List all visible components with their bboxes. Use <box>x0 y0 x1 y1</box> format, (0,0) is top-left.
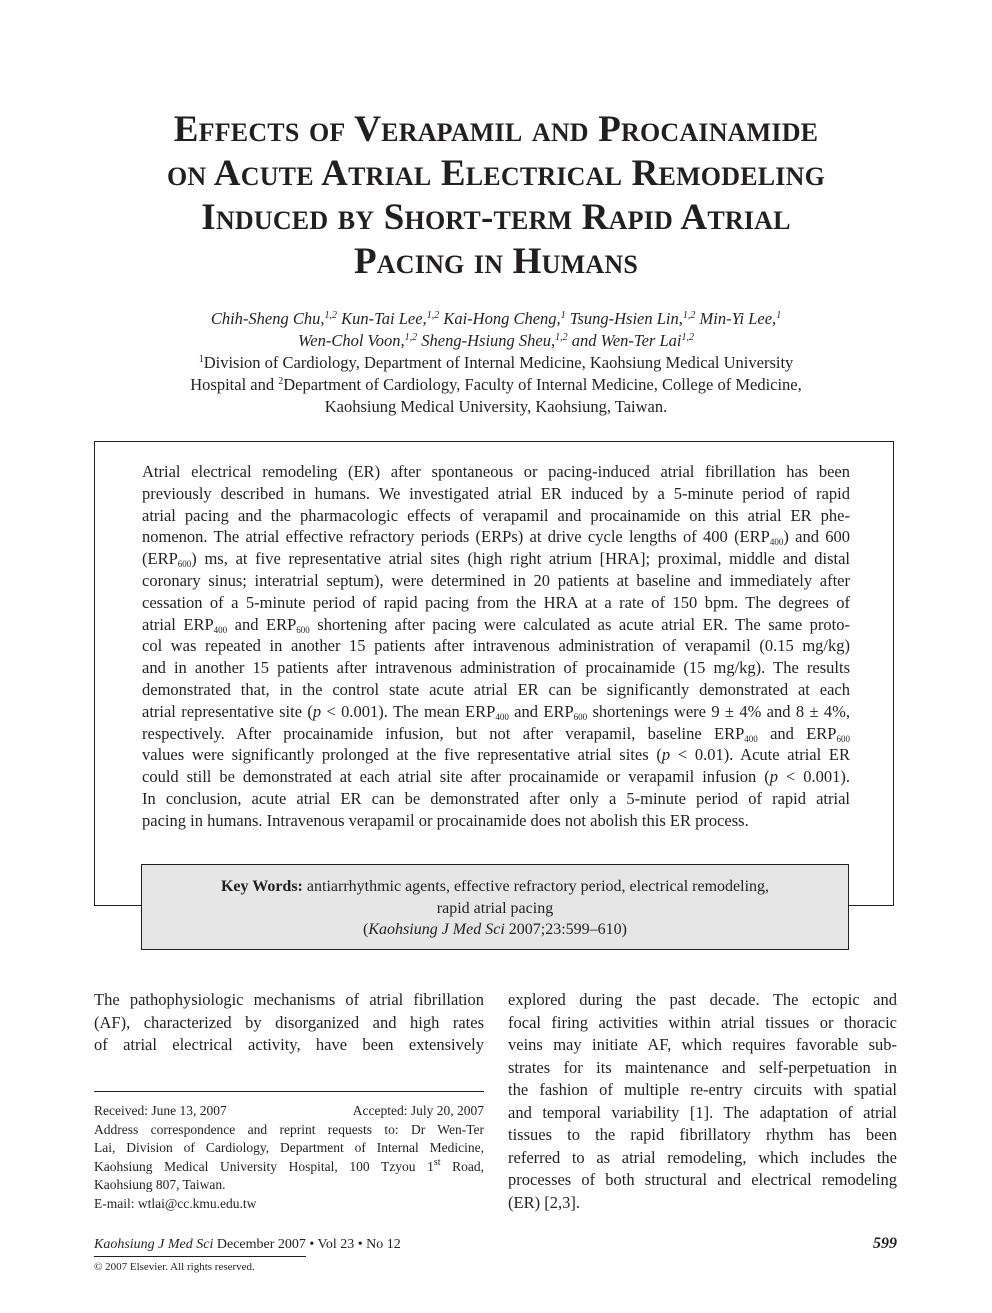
abstract-subscript: 400 <box>744 733 758 744</box>
body-line: processes of both structural and electrical remodeling <box>508 1170 897 1189</box>
abstract-line: In conclusion, acute atrial ER can be demonstrated after only a 5-minute period of rapid atrial <box>142 788 850 808</box>
affiliation-line: Kaohsiung Medical University, Kaohsiung, Taiwan. <box>324 397 668 416</box>
article-title <box>96 108 896 284</box>
author-name: Tsung-Hsien Lin, <box>569 309 683 328</box>
abstract-segment: < 0.01). Acute atrial ER <box>670 745 850 765</box>
abstract-line <box>142 701 850 723</box>
abstract-line: coronary sinus; interatrial septum), were determined in 20 patients at baseline and immediately after <box>142 570 850 590</box>
footnote-rule <box>94 1091 484 1092</box>
author-affiliation-mark: 1,2 <box>324 310 337 321</box>
keywords-line <box>142 876 848 898</box>
abstract-line <box>142 744 850 766</box>
abstract-segment: values were significantly prolonged at the five representative atrial sites ( <box>142 745 662 765</box>
keywords-line: rapid atrial pacing <box>436 899 554 917</box>
abstract-line: demonstrated that, in the control state acute atrial ER can be significantly demonstrated at each <box>142 679 850 699</box>
footnote-line <box>94 1158 484 1177</box>
keywords-box <box>141 864 849 950</box>
abstract-segment: nomenon. The atrial effective refractory periods (ERPs) at drive cycle lengths of 400 (ERP <box>142 527 770 547</box>
footnote-line: Kaohsiung 807, Taiwan. <box>94 1177 226 1192</box>
abstract-segment: and ERP <box>508 701 574 721</box>
journal-name: Kaohsiung J Med Sci <box>94 1237 214 1252</box>
abstract-line: and in another 15 patients after intravenous administration of procainamide (15 mg/kg). The results <box>142 658 850 678</box>
affiliation-text: Hospital and <box>190 375 279 394</box>
affiliation-mark: 1 <box>198 354 204 365</box>
abstract-line: col was repeated in another 15 patients after intravenous administration of verapamil (0.15 mg/kg) <box>142 636 850 656</box>
author-affiliation-mark: 1,2 <box>404 332 418 343</box>
title-line: Induced by Short-term Rapid Atrial <box>201 197 791 238</box>
author-line <box>96 330 896 352</box>
abstract-segment: and ERP <box>227 614 297 634</box>
body-line: of atrial electrical activity, have been extensively <box>94 1035 484 1054</box>
citation-journal: Kaohsiung J Med Sci <box>368 921 505 938</box>
body-line: strates for its maintenance and self-perpetuation in <box>508 1057 897 1077</box>
abstract-subscript: 600 <box>177 559 192 570</box>
footnote-line: Lai, Division of Cardiology, Department of Internal Medicine, <box>94 1140 484 1155</box>
p-value-symbol: p <box>312 701 322 721</box>
author-name: Sheng-Hsiung Sheu, <box>421 331 556 350</box>
body-line: The pathophysiologic mechanisms of atrial fibrillation <box>94 990 484 1009</box>
page-footer <box>94 1235 897 1253</box>
author-affiliation-mark: 1 <box>776 310 782 321</box>
abstract-line <box>142 526 850 548</box>
abstract-subscript: 600 <box>296 624 310 635</box>
abstract-line <box>142 766 850 788</box>
p-value-symbol: p <box>769 767 778 787</box>
abstract-segment: < 0.001). <box>778 767 850 787</box>
author-affiliation-mark: 1,2 <box>681 332 694 343</box>
affiliations <box>96 352 896 418</box>
author-affiliation-mark: 1,2 <box>682 310 696 321</box>
journal-info <box>94 1237 401 1253</box>
body-column-left <box>94 989 484 1057</box>
p-value-symbol: p <box>661 745 671 765</box>
keywords-text: antiarrhythmic agents, effective refractory period, electrical remodeling, <box>302 878 770 895</box>
journal-issue: December 2007 • Vol 23 • No 12 <box>213 1237 401 1252</box>
body-line: (ER) [2,3]. <box>508 1192 580 1212</box>
footnote-segment: Road, <box>440 1158 484 1174</box>
abstract-segment: respectively. After procainamide infusion, but not after verapamil, baseline ERP <box>142 723 745 743</box>
author-line <box>96 308 896 330</box>
email-line: E-mail: wtlai@cc.kmu.edu.tw <box>94 1195 257 1211</box>
title-line: Effects of Verapamil and Procainamide <box>173 109 819 150</box>
affiliation-mark: 2 <box>278 376 284 387</box>
abstract-subscript: 400 <box>213 624 228 635</box>
citation-line <box>142 919 848 941</box>
title-line: on Acute Atrial Electrical Remodeling <box>166 153 826 194</box>
author-name: Min-Yi Lee, <box>699 309 777 328</box>
abstract-subscript: 600 <box>836 733 850 744</box>
affiliation-line <box>96 374 896 396</box>
abstract-subscript: 400 <box>769 537 784 548</box>
body-column-right <box>508 989 897 1214</box>
abstract-segment: shortenings were 9 ± 4% and 8 ± 4%, <box>587 701 850 721</box>
body-line: (AF), characterized by disorganized and high rates <box>94 1012 484 1032</box>
author-name: Kun-Tai Lee, <box>341 309 427 328</box>
abstract-line: cessation of a 5-minute period of rapid pacing from the HRA at a rate of 150 bpm. The degrees of <box>142 592 850 612</box>
abstract-line: Atrial electrical remodeling (ER) after spontaneous or pacing-induced atrial fibrillation has been <box>142 462 850 481</box>
citation-text: 2007;23:599–610) <box>504 921 627 938</box>
received-date: Received: June 13, 2007 <box>94 1103 227 1118</box>
citation-text: ( <box>363 921 369 938</box>
affiliation-text: Division of Cardiology, Department of Internal Medicine, Kaohsiung Medical University <box>203 353 794 372</box>
author-name: Kai-Hong Cheng, <box>443 309 561 328</box>
abstract-line <box>142 548 850 570</box>
author-name: and Wen-Ter Lai <box>571 331 682 350</box>
page-number: 599 <box>873 1235 897 1252</box>
body-line: veins may initiate AF, which requires favorable sub- <box>508 1035 897 1054</box>
footnote-line: Address correspondence and reprint requests to: Dr Wen-Ter <box>94 1121 484 1137</box>
footnote-superscript: st <box>433 1156 441 1168</box>
abstract-segment: (ERP <box>142 549 178 569</box>
abstract-text <box>142 461 850 832</box>
footnote-segment: Kaohsiung Medical University Hospital, 100 Tzyou 1 <box>94 1158 434 1174</box>
body-line: tissues to the rapid fibrillatory rhythm has been <box>508 1125 897 1144</box>
body-line: and temporal variability [1]. The adaptation of atrial <box>508 1102 897 1122</box>
abstract-segment: shortening after pacing were calculated as acute atrial ER. The same proto- <box>309 614 850 634</box>
author-affiliation-mark: 1 <box>560 310 566 321</box>
footnote <box>94 1102 484 1213</box>
author-list <box>96 308 896 352</box>
title-line: Pacing in Humans <box>354 241 638 282</box>
abstract-line <box>142 614 850 636</box>
dates-row <box>94 1102 484 1121</box>
author-affiliation-mark: 1,2 <box>555 332 568 343</box>
affiliation-text: Department of Cardiology, Faculty of Internal Medicine, College of Medicine, <box>283 375 802 394</box>
abstract-line: pacing in humans. Intravenous verapamil or procainamide does not abolish this ER process. <box>142 810 749 830</box>
abstract-line: atrial pacing and the pharmacologic effects of verapamil and procainamide on this atrial ER phe- <box>142 505 850 525</box>
abstract-line: previously described in humans. We investigated atrial ER induced by a 5-minute period of rapid <box>142 483 850 503</box>
author-affiliation-mark: 1,2 <box>426 310 440 321</box>
affiliation-line <box>96 352 896 374</box>
abstract-segment: < 0.001). The mean ERP <box>321 701 496 721</box>
abstract-subscript: 600 <box>573 711 588 722</box>
abstract-segment: atrial ERP <box>142 614 214 634</box>
abstract-subscript: 400 <box>495 711 509 722</box>
body-line: referred to as atrial remodeling, which includes the <box>508 1147 897 1167</box>
author-name: Wen-Chol Voon, <box>298 331 405 350</box>
footer-rule <box>94 1256 306 1257</box>
body-line: the fashion of multiple re-entry circuits with spatial <box>508 1080 897 1099</box>
abstract-segment: ) ms, at five representative atrial sites (high right atrium [HRA]; proximal, middle and distal <box>191 549 850 569</box>
body-line: focal firing activities within atrial tissues or thoracic <box>508 1012 897 1032</box>
body-line: explored during the past decade. The ectopic and <box>508 990 897 1009</box>
abstract-segment: could still be demonstrated at each atrial site after procainamide or verapamil infusion ( <box>142 767 770 787</box>
abstract-segment: atrial representative site ( <box>142 701 313 721</box>
keywords-label: Key Words: <box>220 878 303 895</box>
author-name: Chih-Sheng Chu, <box>210 309 325 328</box>
accepted-date: Accepted: July 20, 2007 <box>352 1103 484 1118</box>
abstract-line <box>142 723 850 745</box>
abstract-segment: and ERP <box>757 723 837 743</box>
copyright: © 2007 Elsevier. All rights reserved. <box>94 1261 255 1273</box>
abstract-segment: ) and 600 <box>783 527 850 547</box>
